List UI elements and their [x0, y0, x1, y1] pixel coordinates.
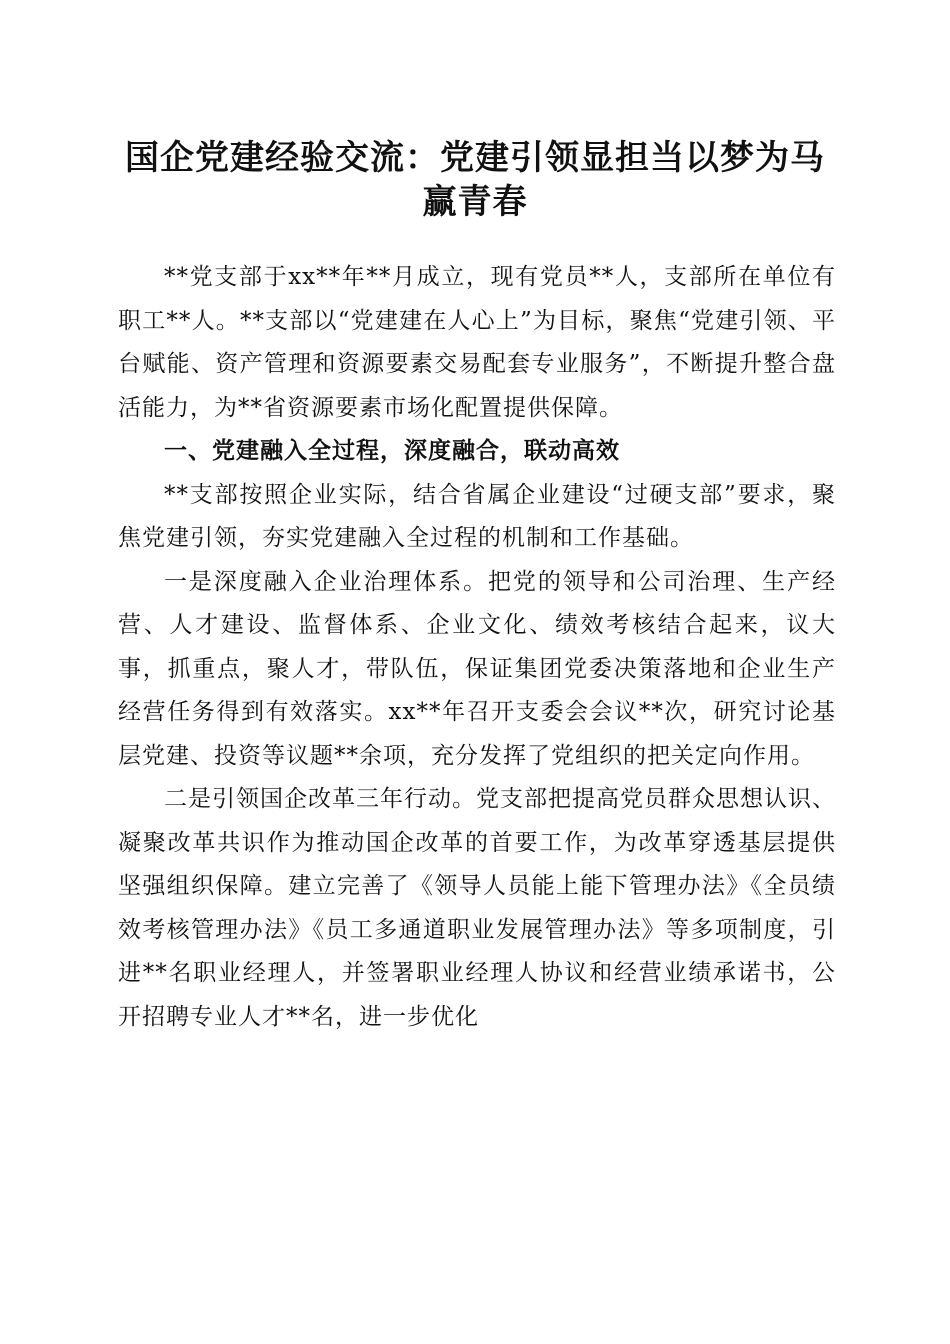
title-line-2: 赢青春 — [422, 182, 528, 222]
point-1-text: 把党的领导和公司治理、生产经营、人才建设、监督体系、企业文化、绩效考核结合起来，议大事，抓重点，聚人才，带队伍，保证集团党委决策落地和企业生产经营任务得到有效落实。xx**年召开支委会会议**次，研究讨论基层党建、投资等议题**余项，充分发挥了党组织的把关定向作用。 — [118, 568, 837, 769]
point-1-paragraph — [118, 561, 836, 779]
section-heading-1: 一、党建融入全过程，深度融合，联动高效 — [164, 438, 620, 464]
point-2-text: 党支部把提高党员群众思想认识、凝聚改革共识作为推动国企改革的首要工作，为改革穿透基层提供坚强组织保障。建立完善了《领导人员能上能下管理办法》《全员绩效考核管理办法》《员工多通道职业发展管理办法》等多项制度，引进**名职业经理人，并签署职业经理人协议和经营业绩承诺书，公开招聘专业人才**名，进一步优化 — [118, 786, 836, 1030]
point-2-lead: 二是引领国企改革三年行动。 — [164, 786, 476, 812]
point-2-paragraph — [118, 778, 836, 1039]
section-1-paragraph: **支部按照企业实际，结合省属企业建设“过硬支部”要求，聚焦党建引领，夯实党建融入全过程的机制和工作基础。 — [118, 481, 836, 551]
title-line-1: 国企党建经验交流：党建引领显担当以梦为马 — [125, 138, 825, 178]
document-body — [118, 256, 836, 1039]
point-1-lead: 一是深度融入企业治理体系。 — [164, 568, 488, 595]
document-title — [110, 136, 840, 224]
intro-paragraph: **党支部于xx**年**月成立，现有党员**人，支部所在单位有职工**人。**支部以“党建建在人心上”为目标，聚焦“党建引领、平台赋能、资产管理和资源要素交易配套专业服务”，不断提升整合盘活能力，为**省资源要素市场化配置提供保障。 — [118, 264, 836, 421]
